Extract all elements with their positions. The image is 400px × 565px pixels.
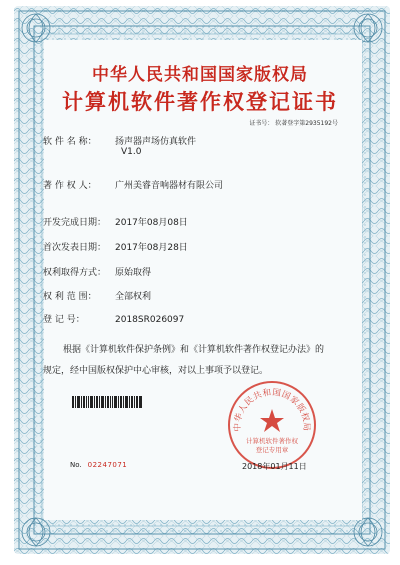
serial-number [70,461,127,469]
statement-line-2: 规定，经中国版权保护中心审核，对以上事项予以登记。 [43,366,269,376]
first-publication-value: 2017年08月28日 [115,243,188,253]
dev-completion-value: 2017年08月08日 [115,218,188,228]
software-version: V1.0 [121,147,142,157]
software-name-label: 软 件 名 称： [43,137,97,147]
first-publication-label: 首次发表日期： [43,243,107,253]
serial-value: 02247071 [87,461,128,469]
field-software-name [43,134,196,147]
official-seal [226,379,318,471]
field-first-publication [43,240,188,253]
field-dev-completion [43,215,188,228]
seal-star-icon [260,409,284,432]
issuer-title: 中华人民共和国国家版权局 [92,65,308,85]
barcode-image [72,396,142,408]
scope-label: 权 利 范 围： [43,292,97,302]
scope-value: 全部权利 [115,292,152,302]
field-scope [43,289,151,302]
acquisition-label: 权利取得方式： [43,268,107,278]
copyright-holder-label: 著 作 权 人： [43,181,97,191]
seal-center-line-2: 登记专用章 [255,446,289,454]
software-name-value: 扬声器声场仿真软件 [115,137,197,147]
certificate-number: 证书号： 软著登字第2935192号 [249,120,338,127]
registration-statement [43,340,361,382]
field-acquisition [43,265,151,278]
registration-number-label: 登 记 号： [43,315,85,325]
issue-date: 2018年01月11日 [242,462,307,471]
seal-ring-text: 中华人民共和国国家版权局 [232,387,312,432]
dev-completion-label: 开发完成日期： [43,218,107,228]
serial-label: No. [70,461,82,469]
acquisition-value: 原始取得 [115,268,152,278]
registration-number-value: 2018SR026097 [115,315,185,325]
copyright-holder-value: 广州美睿音响器材有限公司 [115,181,224,191]
seal-center-line-1: 计算机软件著作权 [246,437,298,445]
field-registration-number [43,312,184,325]
certificate-title: 计算机软件著作权登记证书 [62,89,338,114]
field-copyright-holder [43,178,223,191]
statement-line-1: 根据《计算机软件保护条例》和《计算机软件著作权登记办法》的 [63,345,325,355]
